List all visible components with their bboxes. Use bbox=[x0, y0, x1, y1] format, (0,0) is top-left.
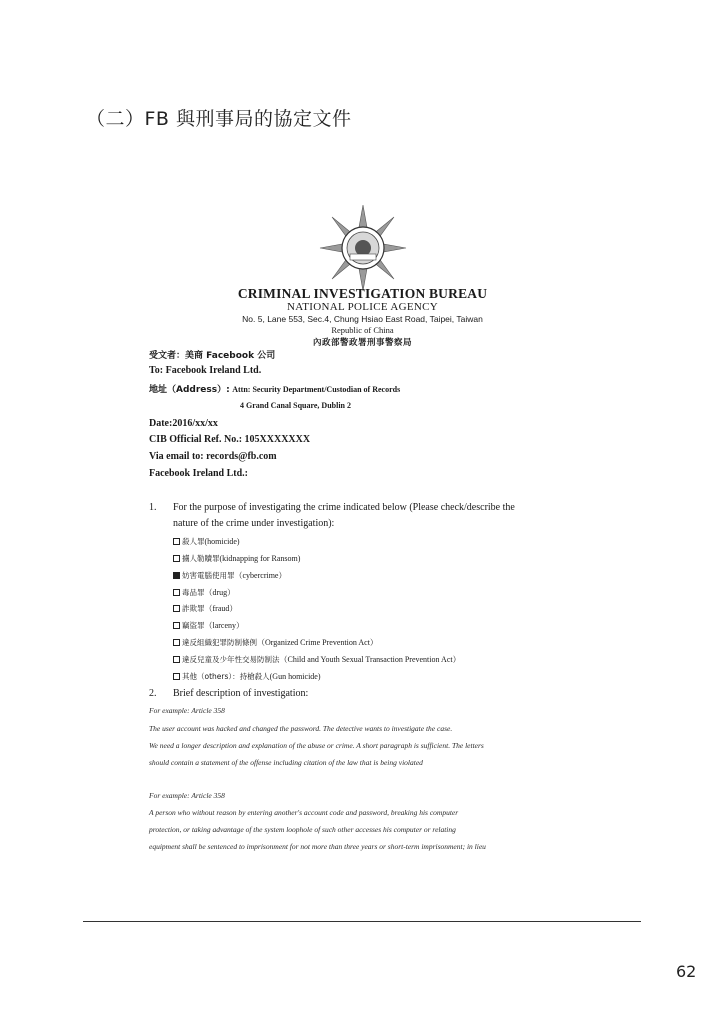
crime-en: (kidnapping for Ransom) bbox=[219, 554, 301, 563]
example1-line: We need a longer description and explanation of the abuse or crime. A short paragraph is sufficient. The letters bbox=[149, 741, 484, 750]
checkbox[interactable] bbox=[173, 622, 180, 629]
recipient-to: To: Facebook Ireland Ltd. bbox=[149, 365, 262, 376]
crime-option[interactable] bbox=[173, 620, 244, 631]
crime-en: （larceny） bbox=[204, 621, 245, 630]
letterhead-country: Republic of China bbox=[331, 325, 394, 335]
checkbox[interactable] bbox=[173, 555, 180, 562]
checkbox[interactable] bbox=[173, 538, 180, 545]
crime-en: （cybercrime） bbox=[234, 571, 287, 580]
crime-zh: 違反兒童及少年性交易防制法 bbox=[182, 655, 280, 664]
crime-option[interactable] bbox=[173, 587, 235, 598]
checkbox[interactable] bbox=[173, 605, 180, 612]
crime-zh: 其他（others）：持槍殺人 bbox=[182, 672, 270, 681]
section1-line2: nature of the crime under investigation): bbox=[173, 518, 335, 529]
checkbox[interactable] bbox=[173, 656, 180, 663]
crime-option[interactable] bbox=[173, 603, 237, 614]
crime-en: (Gun homicide) bbox=[269, 672, 321, 681]
crime-option[interactable] bbox=[173, 570, 286, 581]
example2-line: equipment shall be sentenced to imprisonment for not more than three years or short-term imprisonment; in lieu bbox=[149, 842, 486, 851]
crime-zh: 詐欺罪 bbox=[182, 604, 205, 613]
section1-number: 1. bbox=[149, 502, 157, 513]
letterhead-agency: NATIONAL POLICE AGENCY bbox=[286, 301, 439, 313]
crime-en: (homicide) bbox=[204, 537, 240, 546]
crime-option[interactable] bbox=[173, 553, 300, 564]
footer-divider bbox=[83, 921, 641, 922]
letterhead-title: CRIMINAL INVESTIGATION BUREAU bbox=[237, 286, 488, 301]
address-line2: 4 Grand Canal Square, Dublin 2 bbox=[240, 401, 351, 410]
recipient-address bbox=[149, 382, 400, 395]
section2-title: Brief description of investigation: bbox=[173, 688, 309, 699]
address-value: Attn: Security Department/Custodian of Records bbox=[232, 385, 401, 394]
section1-text: For the purpose of investigating the crime indicated below (Please check/describe the bbox=[173, 502, 515, 513]
crime-en: （fraud） bbox=[204, 604, 238, 613]
company-salutation: Facebook Ireland Ltd.: bbox=[149, 468, 248, 479]
crime-zh: 竊盜罪 bbox=[182, 621, 205, 630]
official-ref: CIB Official Ref. No.: 105XXXXXXX bbox=[149, 434, 311, 445]
crime-option[interactable] bbox=[173, 637, 378, 648]
checkbox[interactable] bbox=[173, 673, 180, 680]
example1-line: The user account was hacked and changed the password. The detective wants to investigate the case. bbox=[149, 724, 453, 733]
crime-zh: 擄人勒贖罪 bbox=[182, 554, 220, 563]
recipient-zh: 受文者：美商 Facebook 公司 bbox=[149, 351, 276, 361]
example2-label: For example: Article 358 bbox=[149, 791, 225, 800]
via-email: Via email to: records@fb.com bbox=[149, 451, 277, 462]
crime-zh: 違反組織犯罪防制條例 bbox=[182, 638, 257, 647]
checkbox[interactable] bbox=[173, 589, 180, 596]
section2-heading bbox=[149, 688, 308, 699]
example1-label: For example: Article 358 bbox=[149, 706, 225, 715]
example2-line: protection, or taking advantage of the system loophole of such other accesses his computer or relating bbox=[149, 825, 456, 834]
letterhead-address: No. 5, Lane 553, Sec.4, Chung Hsiao East Road, Taipei, Taiwan bbox=[242, 314, 483, 324]
crime-option[interactable] bbox=[173, 671, 321, 682]
crime-zh: 毒品罪 bbox=[182, 588, 205, 597]
letter-date: Date:2016/xx/xx bbox=[149, 418, 218, 429]
crime-en: （Organized Crime Prevention Act） bbox=[257, 638, 378, 647]
checkbox-checked[interactable] bbox=[173, 572, 180, 579]
example1-line: should contain a statement of the offense including citation of the law that is being violated bbox=[149, 758, 423, 767]
crime-zh: 殺人罪 bbox=[182, 537, 205, 546]
scanned-letter bbox=[140, 200, 585, 860]
letterhead-chinese-name: 內政部警政署刑事警察局 bbox=[312, 338, 412, 348]
crime-en: （Child and Youth Sexual Transaction Prevention Act） bbox=[279, 655, 461, 664]
page-number: 62 bbox=[676, 962, 697, 981]
crime-option[interactable] bbox=[173, 654, 461, 665]
address-label: 地址（Address）: bbox=[149, 385, 230, 395]
checkbox[interactable] bbox=[173, 639, 180, 646]
police-seal-emblem bbox=[318, 203, 408, 293]
crime-option[interactable] bbox=[173, 536, 240, 547]
section-heading: （二）FB 與刑事局的協定文件 bbox=[86, 108, 352, 130]
section2-number: 2. bbox=[149, 688, 157, 699]
example2-line: A person who without reason by entering another's account code and password, breaking his computer bbox=[149, 808, 459, 817]
crime-en: （drug） bbox=[204, 588, 236, 597]
crime-zh: 妨害電腦使用罪 bbox=[182, 571, 235, 580]
section1-line1 bbox=[149, 502, 515, 513]
